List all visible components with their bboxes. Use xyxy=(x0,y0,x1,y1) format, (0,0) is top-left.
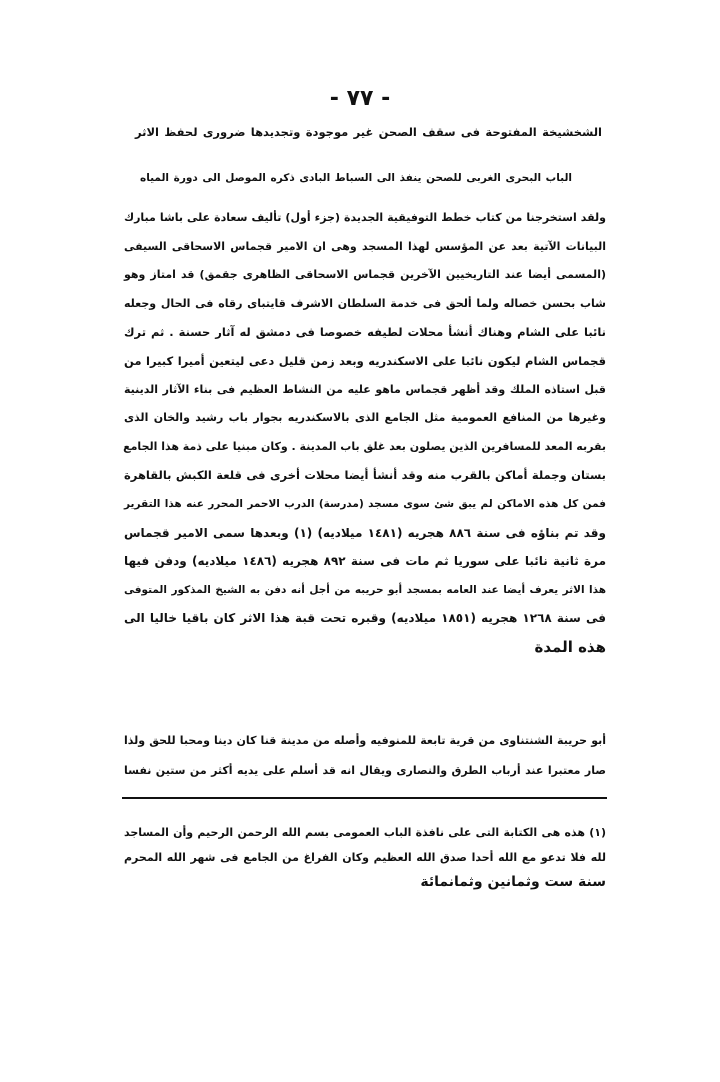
paragraph-line: وغيرها من المنافع العمومية مثل الجامع الذى بالاسكندريه بجوار باب رشيد والخان الذى xyxy=(124,411,606,425)
paragraph-line: مرة ثانية نائبا على سوريا ثم مات فى سنة ٨٩٢ هجريه (١٤٨٦ ميلاديه) ودفن فيها xyxy=(124,554,606,569)
paragraph-line: صار معتبرا عند أرباب الطرق والنصارى ويقال انه قد أسلم على يديه أكثر من ستين نفسا xyxy=(124,764,606,777)
paragraph-line: فى سنة ١٢٦٨ هجريه (١٨٥١ ميلاديه) وقبره تحت قبة هذا الاثر كان باقيا خاليا الى xyxy=(124,611,606,626)
paragraph-line: ولقد استخرجنا من كتاب خطط التوفيقية الجديدة (جزء أول) تأليف سعادة على باشا مبارك xyxy=(124,211,606,224)
heading-line: الشخشيخة المفتوحة فى سقف الصحن غير موجودة وتجديدها ضرورى لحفظ الاثر xyxy=(135,125,602,139)
paragraph-line: قجماس الشام ليكون نائبا على الاسكندريه وبعد زمن قليل دعى ليتعين أميرا كبيرا من xyxy=(124,354,606,368)
footnote-line: لله فلا تدعو مع الله أحدا صدق الله العظيم وكان الفراغ من الجامع فى شهر الله المحرم xyxy=(124,850,606,864)
paragraph-line: شاب بحسن خصاله ولما ألحق فى خدمة السلطان الاشرف قايتباى رقاه فى الحال وجعله xyxy=(124,296,606,310)
paragraph-line: (المسمى أيضا عند التاريخيين الآخرين قجماس الاسحاقى الظاهرى جقمق) قد امتاز وهو xyxy=(124,268,606,282)
page-number: - ٧٧ - xyxy=(329,86,391,111)
heading-line: الباب البحرى الغربى للصحن ينفذ الى السباط البادى ذكره الموصل الى دورة المياه xyxy=(140,172,572,184)
footnote-line: (١) هذه هى الكتابة التى على نافذة الباب العمومى بسم الله الرحمن الرحيم وأن المساجد xyxy=(124,826,606,839)
footnote-divider xyxy=(122,797,607,799)
paragraph-line: نائبا على الشام وهناك أنشأ محلات لطيفه خصوصا فى دمشق له آثار حسنة . ثم ترك xyxy=(124,325,606,340)
paragraph-line: بستان وجملة أماكن بالقرب منه وقد أنشأ أيضا محلات أخرى فى قلعة الكبش بالقاهرة xyxy=(124,468,606,483)
paragraph-line: بقربه المعد للمسافرين الذين يصلون بعد غلق باب المدينة . وكان مبنيا على ذمة هذا الجامع xyxy=(123,439,606,453)
paragraph-line: فمن كل هذه الاماكن لم يبق شئ سوى مسجد (مدرسة) الدرب الاحمر المحرر عنه هذا التقرير xyxy=(124,498,606,510)
paragraph-line: قبل استاذه الملك وقد أظهر قجماس ماهو عليه من النشاط العظيم فى بناء الآثار الدينية xyxy=(124,382,606,396)
paragraph-line: وقد تم بناؤه فى سنة ٨٨٦ هجريه (١٤٨١ ميلاديه) (١) وبعدها سمى الامير قجماس xyxy=(124,525,606,540)
paragraph-line: هذه المدة xyxy=(534,638,606,656)
paragraph-line: البيانات الآتية بعد عن المؤسس لهذا المسجد وهى ان الامير قجماس الاسحاقى السيفى xyxy=(124,239,606,253)
paragraph-line: أبو حريبة الشنتناوى من قرية تابعة للمنوفيه وأصله من مدينة قنا كان دينا ومحبا للحق ولذا xyxy=(124,734,606,747)
paragraph-line: هذا الاثر يعرف أيضا عند العامه بمسجد أبو حريبه من أجل أنه دفن به الشيخ المذكور المتوفى xyxy=(124,583,606,596)
footnote-line: سنة ست وثمانين وثمانمائة xyxy=(420,874,606,890)
